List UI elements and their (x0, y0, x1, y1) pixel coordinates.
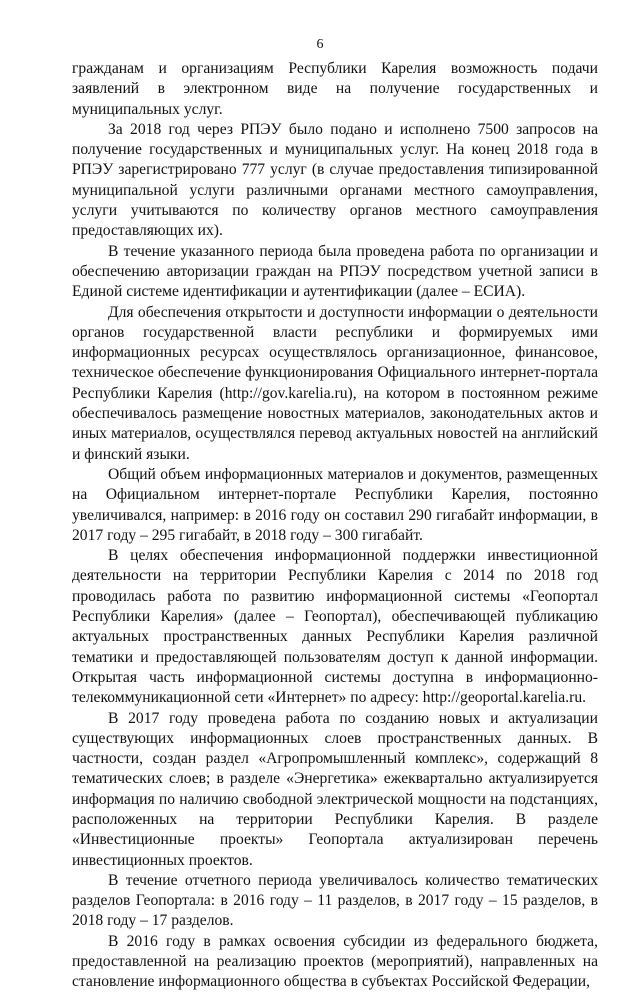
paragraph-5: Общий объем информационных материалов и документов, размещенных на Официальном интернет-портале Республики Карелия, постоянно увеличивался, например: в 2016 году он составил 290 гигабайт информации, в 2017 году – 295 гигабайт, в 2018 году – 300 гигабайт. (72, 465, 598, 544)
paragraph-3: В течение указанного периода была проведена работа по организации и обеспечению авторизации граждан на РПЭУ посредством учетной записи в Единой системе идентификации и аутентификации (далее – ЕСИА). (72, 242, 598, 301)
paragraph-9: В 2016 году в рамках освоения субсидии из федерального бюджета, предоставленной на реализацию проектов (мероприятий), направленных на становление информационного общества в субъектах Российской Федерации, (72, 932, 598, 991)
document-body (72, 59, 598, 993)
paragraph-1: гражданам и организациям Республики Карелия возможность подачи заявлений в электронном виде на получение государственных и муниципальных услуг. (72, 60, 598, 118)
paragraph-4: Для обеспечения открытости и доступности информации о деятельности органов государственной власти республики и формируемых ими информационных ресурсах осуществлялось организационное, финансовое, техническое обеспечение функционирования Официального интернет-портала Республики Карелия (http://gov.karelia.ru), на котором в постоянном режиме обеспечивалось размещение новостных материалов, законодательных актов и иных материалов, осуществлялся перевод актуальных новостей на английский и финский языки. (72, 303, 598, 463)
page-number: 6 (316, 37, 324, 52)
paragraph-2: За 2018 год через РПЭУ было подано и исполнено 7500 запросов на получение государственных и муниципальных услуг. На конец 2018 года в РПЭУ зарегистрировано 777 услуг (в случае предоставления типизированной муниципальной услуги различными органами местного самоуправления, услуги учитываются по количеству органов местного самоуправления предоставляющих их). (72, 120, 598, 240)
paragraph-8: В течение отчетного периода увеличивалось количество тематических разделов Геопортала: в 2016 году – 11 разделов, в 2017 году – 15 разделов, в 2018 году – 17 разделов. (72, 871, 598, 930)
paragraph-6: В целях обеспечения информационной поддержки инвестиционной деятельности на территории Республики Карелия с 2014 по 2018 год проводилась работа по развитию информационной системы «Геопортал Республики Карелия» (далее – Геопортал), обеспечивающей публикацию актуальных пространственных данных Республики Карелия различной тематики и предоставляющей пользователям доступ к данной информации. Открытая часть информационной системы доступна в информационно-телекоммуникационной сети «Интернет» по адресу: http://geoportal.karelia.ru. (72, 547, 598, 707)
paragraph-7: В 2017 году проведена работа по созданию новых и актуализации существующих информационных слоев пространственных данных. В частности, создан раздел «Агропромышленный комплекс», содержащий 8 тематических слоев; в разделе «Энергетика» ежеквартально актуализируется информация по наличию свободной электрической мощности на подстанциях, расположенных на территории Республики Карелия. В разделе «Инвестиционные проекты» Геопортала актуализирован перечень инвестиционных проектов. (72, 709, 598, 869)
